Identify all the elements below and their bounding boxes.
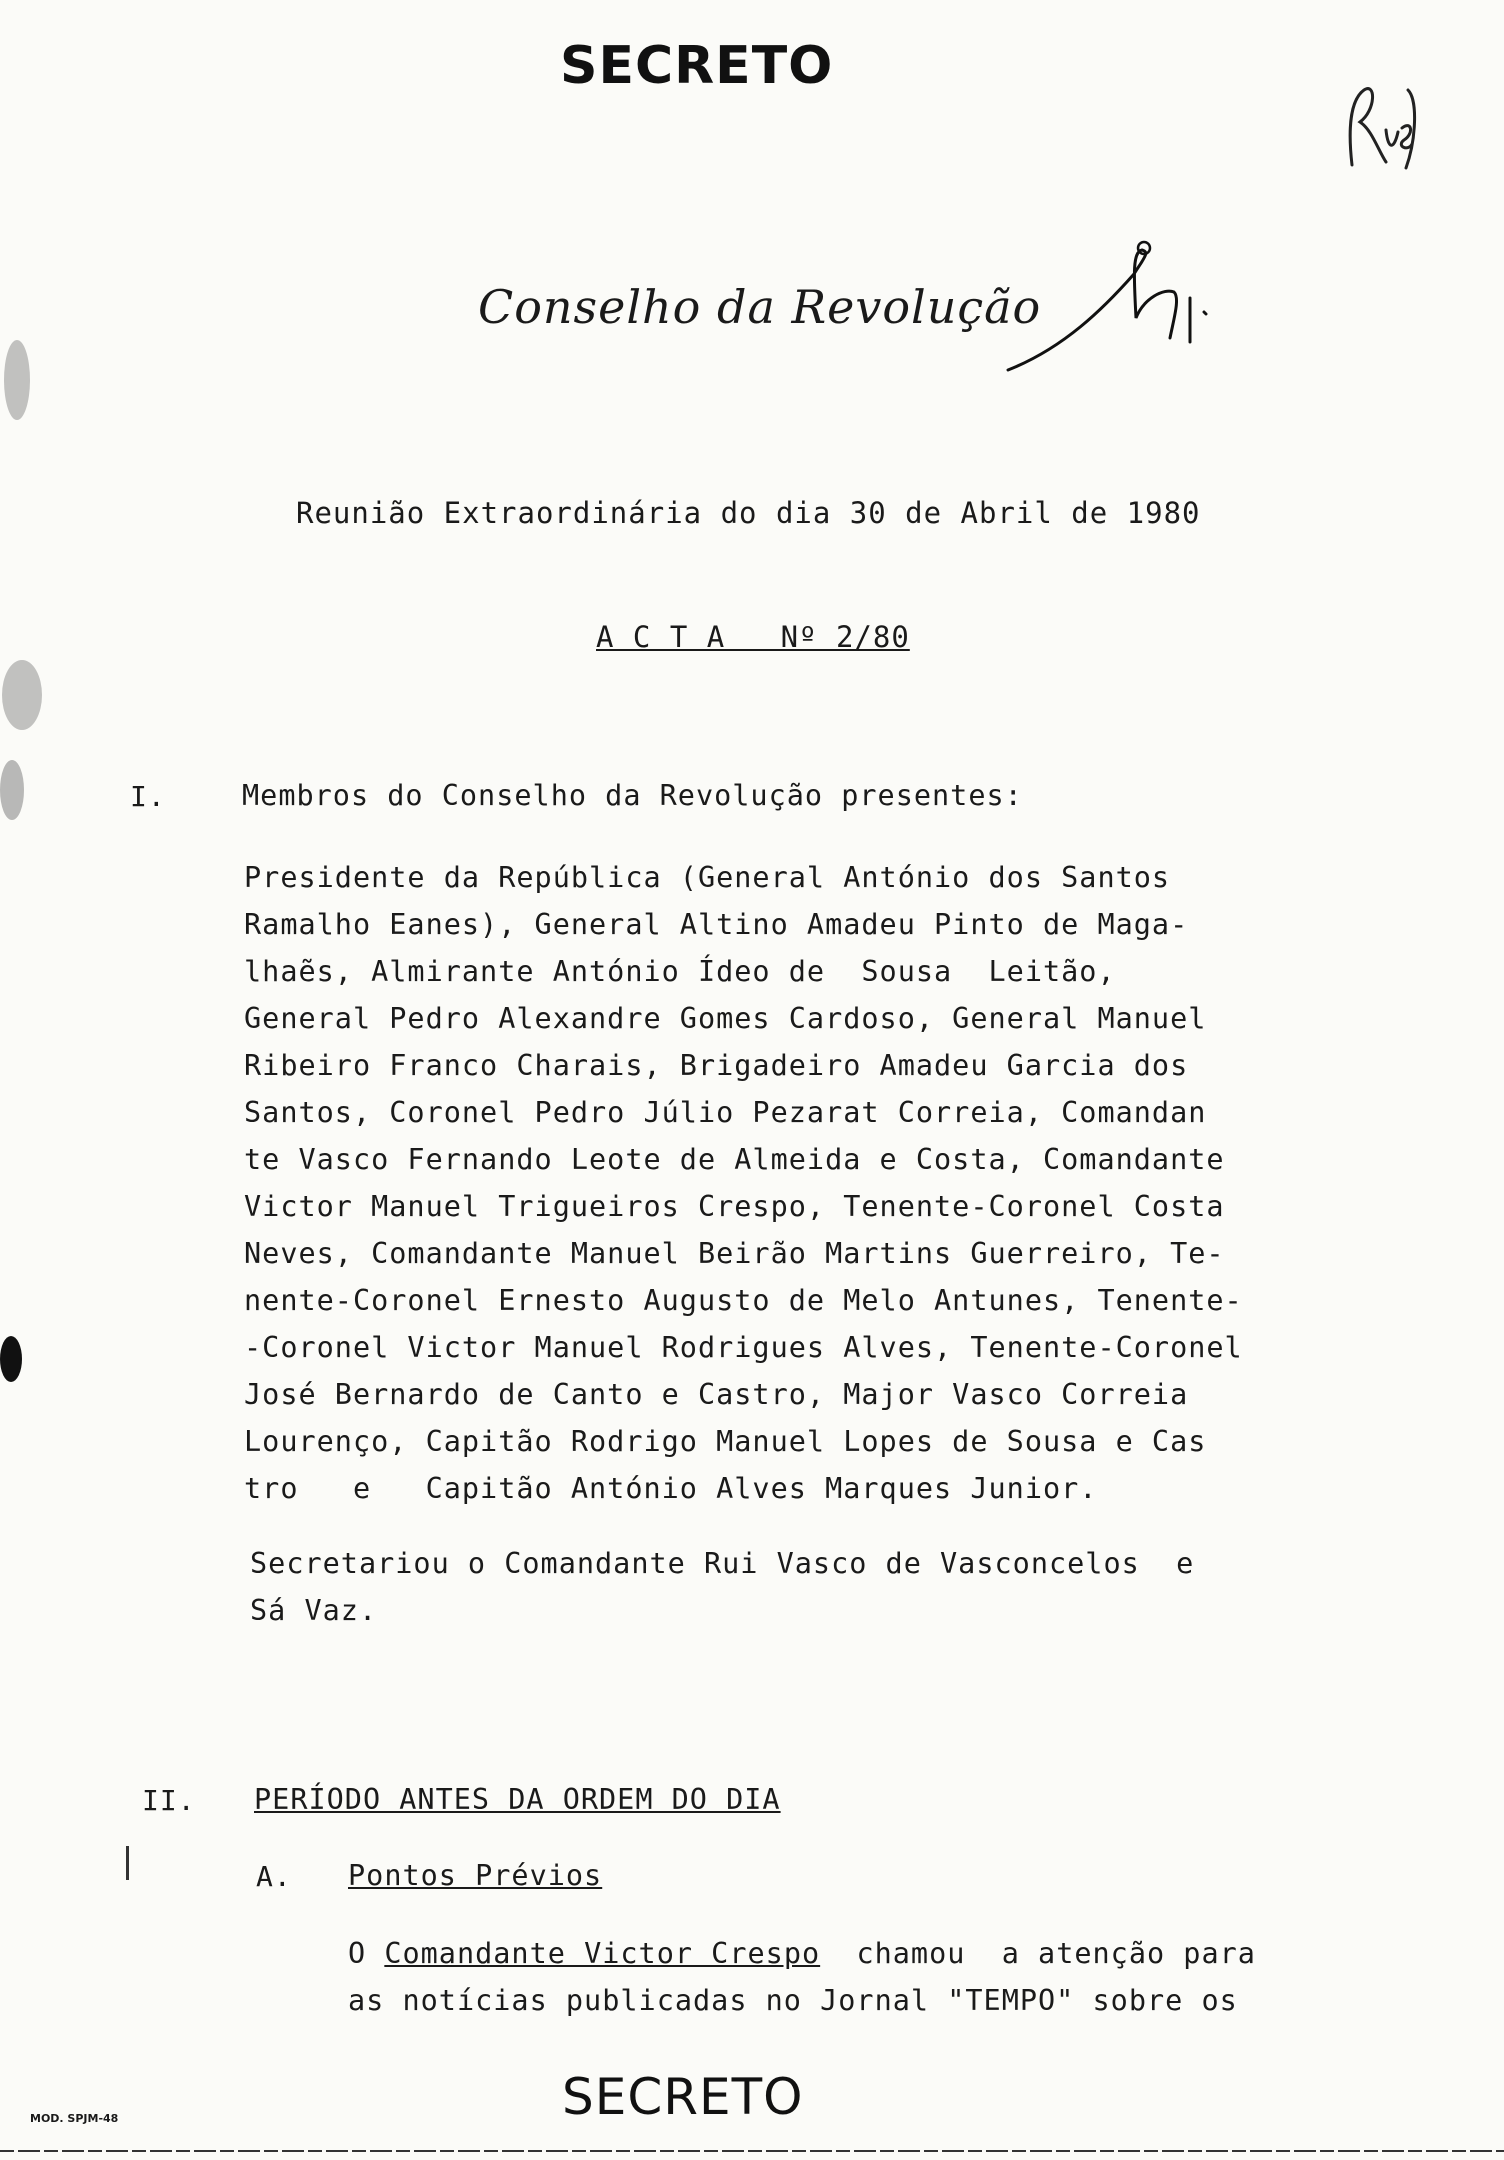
para-name: Comandante Victor Crespo <box>384 1937 821 1970</box>
members-line: Ramalho Eanes), General Altino Amadeu Pinto de Maga- <box>244 908 1189 941</box>
margin-blot <box>0 1336 22 1382</box>
secretary-line: Sá Vaz. <box>250 1594 378 1627</box>
members-line: Neves, Comandante Manuel Beirão Martins Guerreiro, Te- <box>244 1237 1225 1270</box>
members-line: nente-Coronel Ernesto Augusto de Melo Antunes, Tenente- <box>244 1284 1243 1317</box>
signature-mark <box>1004 238 1234 378</box>
margin-tick <box>126 1846 129 1880</box>
members-line: lhaẽs, Almirante António Ídeo de Sousa Leitão, <box>244 955 1116 988</box>
classification-stamp-bottom: SECRETO <box>562 2068 804 2126</box>
handwritten-annotation <box>1342 70 1422 180</box>
members-line: te Vasco Fernando Leote de Almeida e Costa, Comandante <box>244 1143 1225 1176</box>
members-line: tro e Capitão António Alves Marques Junior. <box>244 1472 1098 1505</box>
members-line: Lourenço, Capitão Rodrigo Manuel Lopes de Sousa e Cas <box>244 1425 1207 1458</box>
meeting-title: Reunião Extraordinária do dia 30 de Abril de 1980 <box>296 496 1201 530</box>
subsection-a-numeral: A. <box>256 1860 292 1893</box>
para-line: as notícias publicadas no Jornal "TEMPO" sobre os <box>348 1984 1238 2017</box>
letterhead-title: Conselho da Revolução <box>478 280 1042 334</box>
section-2-heading: PERÍODO ANTES DA ORDEM DO DIA <box>254 1783 781 1816</box>
members-line: Presidente da República (General António dos Santos <box>244 861 1171 894</box>
members-paragraph <box>244 854 1334 1512</box>
form-code: MOD. SPJM-48 <box>30 2112 119 2125</box>
bottom-edge-rule <box>0 2150 1504 2152</box>
acta-number: A C T A Nº 2/80 <box>596 620 910 654</box>
para-prefix: O <box>348 1937 385 1970</box>
section-1-heading: Membros do Conselho da Revolução presentes: <box>242 779 1023 812</box>
secretary-line: Secretariou o Comandante Rui Vasco de Vasconcelos e <box>250 1547 1195 1580</box>
classification-stamp-top: SECRETO <box>560 36 834 96</box>
members-line: Santos, Coronel Pedro Júlio Pezarat Correia, Comandan <box>244 1096 1207 1129</box>
members-line: -Coronel Victor Manuel Rodrigues Alves, Tenente-Coronel <box>244 1331 1243 1364</box>
members-line: José Bernardo de Canto e Castro, Major Vasco Correia <box>244 1378 1189 1411</box>
subsection-a-heading: Pontos Prévios <box>348 1859 603 1892</box>
margin-speckle <box>2 660 42 730</box>
members-line: Victor Manuel Trigueiros Crespo, Tenente-Coronel Costa <box>244 1190 1225 1223</box>
secretary-paragraph <box>250 1540 1194 1634</box>
margin-speckle <box>4 340 30 420</box>
margin-speckle <box>0 760 24 820</box>
section-1-numeral: I. <box>130 780 166 813</box>
section-2-numeral: II. <box>142 1784 196 1817</box>
para-line1-rest: chamou a atenção para <box>820 1937 1256 1970</box>
members-line: Ribeiro Franco Charais, Brigadeiro Amadeu Garcia dos <box>244 1049 1189 1082</box>
pontos-previos-paragraph <box>348 1930 1256 2024</box>
members-line: General Pedro Alexandre Gomes Cardoso, General Manuel <box>244 1002 1207 1035</box>
